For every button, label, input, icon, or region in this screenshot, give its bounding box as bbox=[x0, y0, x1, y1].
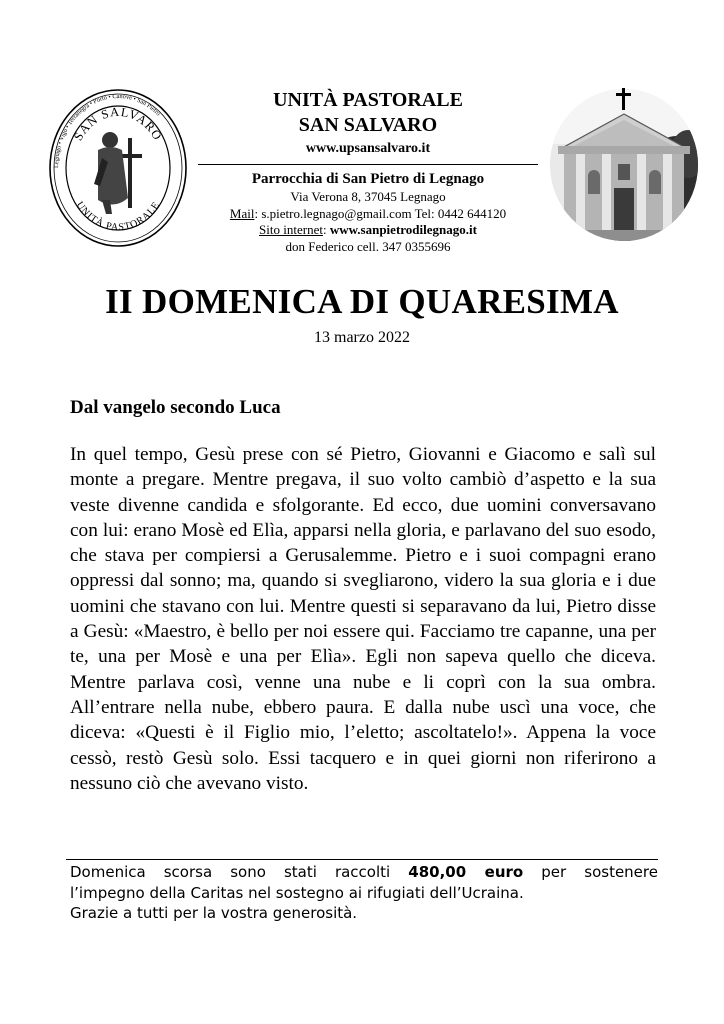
notice-line-3: Grazie a tutti per la vostra generosità. bbox=[70, 904, 358, 922]
parish-contacts bbox=[188, 206, 548, 223]
priest-contact: don Federico cell. 347 0355696 bbox=[285, 238, 451, 254]
mail-and-phone[interactable]: : s.pietro.legnago@gmail.com Tel: 0442 644120 bbox=[254, 205, 507, 221]
notice-line-2: l’impegno della Caritas nel sostegno ai rifugiati dell’Ucraina. bbox=[70, 883, 524, 902]
unita-website[interactable]: www.upsansalvaro.it bbox=[305, 141, 431, 156]
unita-pastorale-title: UNITÀ PASTORALE bbox=[273, 89, 463, 111]
header-divider bbox=[198, 164, 538, 165]
document-date: 13 marzo 2022 bbox=[314, 329, 410, 346]
seal-top-text: SAN SALVARO bbox=[70, 104, 165, 144]
gospel-text bbox=[70, 442, 656, 796]
unita-pastorale-seal-logo bbox=[48, 88, 188, 248]
notice-line-1-start: Domenica scorsa sono stati raccolti bbox=[70, 863, 391, 881]
mail-label: Mail bbox=[229, 205, 255, 221]
notice-line-1 bbox=[70, 862, 658, 883]
seal-outer-text: Legnago • Vigo • Terranegra • Porto • Canove • San Pietro bbox=[52, 92, 162, 169]
site-separator: : bbox=[322, 222, 330, 237]
parish-website[interactable]: www.sanpietrodilegnago.it bbox=[329, 222, 477, 237]
collection-amount: 480,00 euro bbox=[408, 863, 524, 881]
gospel-paragraph: In quel tempo, Gesù prese con sé Pietro, Giovanni e Giacomo e salì sul monte a pregare. Mentre pregava, il suo volto cambiò d’aspetto e la sua veste divenne candida e sfolgorante. Ed ecco, due uomini conversavano con lui: erano Mosè ed Elìa, apparsi nella gloria, e parlavano del suo esodo, che stava per compiersi a Gerusalemme. Pietro e i suoi compagni erano oppressi dal sonno; ma, quando si svegliarono, videro la sua gloria e i due uomini che stavano con lui. Mentre questi si separavano da lui, Pietro disse a Gesù: «Maestro, è bello per noi essere qui. Facciamo tre capanne, una per te, una per Mosè e una per Elìa». Egli non sapeva quello che diceva. Mentre parlava così, venne una nube e li coprì con la sua ombra. All’entrare nella nube, ebbero paura. E dalla nube uscì una voce, che diceva: «Questi è il Figlio mio, l’eletto; ascoltatelo!». Appena la voce cessò, restò Gesù solo. Essi tacquero e in quei giorni non riferirono a nessuno ciò che avevano visto. bbox=[70, 444, 656, 794]
parish-address: Via Verona 8, 37045 Legnago bbox=[290, 189, 446, 204]
document-title: II DOMENICA DI QUARESIMA bbox=[105, 282, 619, 321]
san-salvaro-title: SAN SALVARO bbox=[298, 114, 438, 136]
site-label: Sito internet bbox=[259, 222, 323, 237]
seal-bottom-text: UNITÀ PASTORALE bbox=[73, 199, 163, 234]
footer-divider bbox=[66, 859, 658, 860]
collection-notice bbox=[70, 862, 658, 924]
parish-name: Parrocchia di San Pietro di Legnago bbox=[251, 171, 485, 187]
gospel-heading: Dal vangelo secondo Luca bbox=[70, 397, 281, 418]
parish-header bbox=[188, 88, 548, 255]
notice-line-1-end: per sostenere bbox=[541, 863, 658, 881]
parish-website-line bbox=[188, 222, 548, 239]
church-facade-photo bbox=[548, 84, 700, 242]
